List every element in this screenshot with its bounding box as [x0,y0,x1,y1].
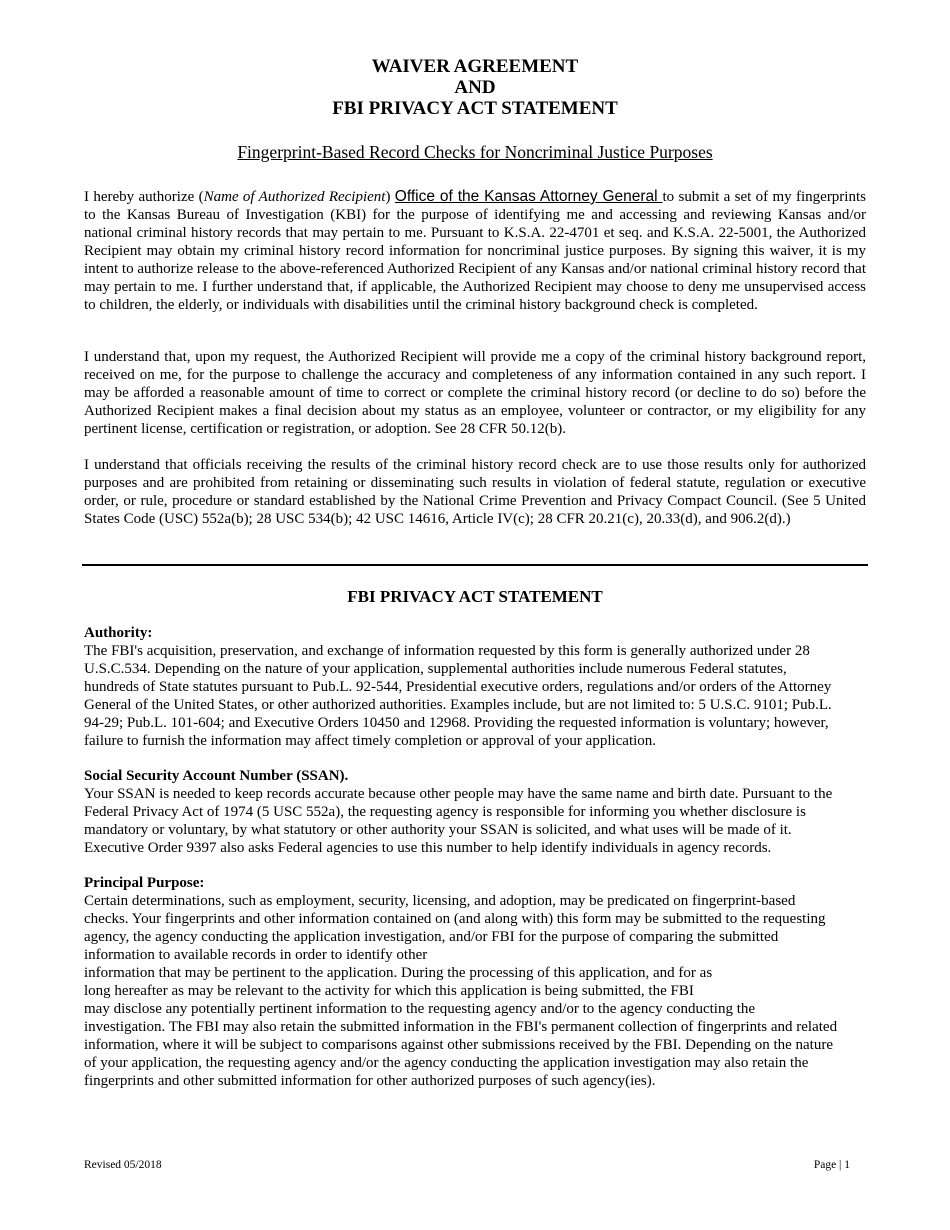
purpose-line: investigation. The FBI may also retain the submitted information in the FBI's permanent collection of fingerprints and related [84,1019,838,1035]
title-line: FBI PRIVACY ACT STATEMENT [332,98,618,119]
ssan-line: Federal Privacy Act of 1974 (5 USC 552a), the requesting agency is responsible for informing you whether disclosure is [84,804,806,820]
purpose-line: fingerprints and other submitted information for other authorized purposes of such agency(ies). [84,1073,656,1089]
waiver-paragraph-1 [84,188,866,314]
ssan-section [84,767,866,857]
document-title [0,56,950,119]
principal-purpose-section [84,874,866,1090]
waiver-paragraph-1-text: to submit a set of my fingerprints to the Kansas Bureau of Investigation (KBI) for the purpose of identifying me and accessing and reviewing Kansas and/or national criminal history records that may pertain to me. Pursuant to K.S.A. 22-4701 et seq. and K.S.A. 22-5001, the Authorized Recipient may obtain my criminal history record information for noncriminal justice purposes. By signing this waiver, it is my intent to authorize release to the above-referenced Authorized Recipient of any Kansas and/or national criminal history record that may pertain to me. I further understand that, if applicable, the Authorized Recipient may choose to deny me unsupervised access to children, the elderly, or individuals with disabilities until the criminal history background check is completed. [84,189,866,313]
recipient-label: Name of Authorized Recipient [203,189,386,205]
waiver-paragraph-3: I understand that officials receiving the results of the criminal history record check are to use those results only for authorized purposes and are prohibited from retaining or disseminating such results in violation of federal statute, regulation or executive order, or rule, procedure or standard established by the National Crime Prevention and Privacy Compact Council. (See 5 United States Code (USC) 552a(b); 28 USC 534(b); 42 USC 14616, Article IV(c); 28 CFR 20.21(c), 20.33(d), and 906.2(d).) [84,457,866,527]
purpose-line: checks. Your fingerprints and other information contained on (and along with) this form may be submitted to the requesting [84,911,826,927]
privacy-act-title: FBI PRIVACY ACT STATEMENT [347,587,603,606]
purpose-line: information that may be pertinent to the application. During the processing of this application, and for as [84,965,713,981]
waiver-label-close: ) [385,189,395,205]
ssan-heading: Social Security Account Number (SSAN). [84,768,349,784]
authority-line: 94-29; Pub.L. 101-604; and Executive Orders 10450 and 12968. Providing the requested information is voluntary; however, [84,715,829,731]
document-subtitle: Fingerprint-Based Record Checks for Noncriminal Justice Purposes [237,142,713,162]
purpose-line: of your application, the requesting agency and/or the agency conducting the application investigation may also retain the [84,1055,809,1071]
authority-line: hundreds of State statutes pursuant to Pub.L. 92-544, Presidential executive orders, regulations and/or orders of the Attorney [84,679,832,695]
authority-heading: Authority: [84,625,153,641]
waiver-paragraph-2: I understand that, upon my request, the Authorized Recipient will provide me a copy of the criminal history background report, received on me, for the purpose to challenge the accuracy and completeness of any information contained in any such report. I may be afforded a reasonable amount of time to correct or complete the criminal history record (or decline to do so) before the Authorized Recipient makes a final decision about my status as an employee, volunteer or contractor, or my eligibility for any pertinent license, certification or registration, or adoption. See 28 CFR 50.12(b). [84,349,866,437]
revision-date: Revised 05/2018 [84,1159,162,1171]
ssan-line: Your SSAN is needed to keep records accurate because other people may have the same name and birth date. Pursuant to the [84,786,833,802]
purpose-line: information, where it will be subject to comparisons against other submissions received by the FBI. Depending on the nature [84,1037,834,1053]
ssan-line: mandatory or voluntary, by what statutory or other authority your SSAN is solicited, and what uses will be made of it. [84,822,792,838]
page-number: Page | 1 [813,1159,850,1171]
authority-line: General of the United States, or other authorized authorities. Examples include, but are not limited to: 5 U.S.C. 9101; Pub.L. [84,697,832,713]
authority-section [84,624,866,750]
authority-line: failure to furnish the information may affect timely completion or approval of your application. [84,733,657,749]
waiver-lead: I hereby authorize ( [84,189,204,205]
purpose-line: information to available records in order to identify other [84,947,428,963]
principal-purpose-heading: Principal Purpose: [84,875,205,891]
purpose-line: agency, the agency conducting the application investigation, and/or FBI for the purpose of comparing the submitted [84,929,779,945]
purpose-line: Certain determinations, such as employment, security, licensing, and adoption, may be predicated on fingerprint-based [84,893,796,909]
title-line: AND [454,77,496,98]
authorized-recipient-field[interactable]: Office of the Kansas Attorney General [394,188,663,205]
purpose-line: long hereafter as may be relevant to the activity for which this application is being submitted, the FBI [84,983,694,999]
title-line: WAIVER AGREEMENT [371,56,579,77]
ssan-line: Executive Order 9397 also asks Federal agencies to use this number to help identify individuals in agency records. [84,840,772,856]
authority-line: U.S.C.534. Depending on the nature of your application, supplemental authorities include numerous Federal statutes, [84,661,787,677]
purpose-line: may disclose any potentially pertinent information to the requesting agency and/or to the agency conducting the [84,1001,756,1017]
section-divider [82,564,868,566]
authority-line: The FBI's acquisition, preservation, and exchange of information requested by this form is generally authorized under 28 [84,643,810,659]
